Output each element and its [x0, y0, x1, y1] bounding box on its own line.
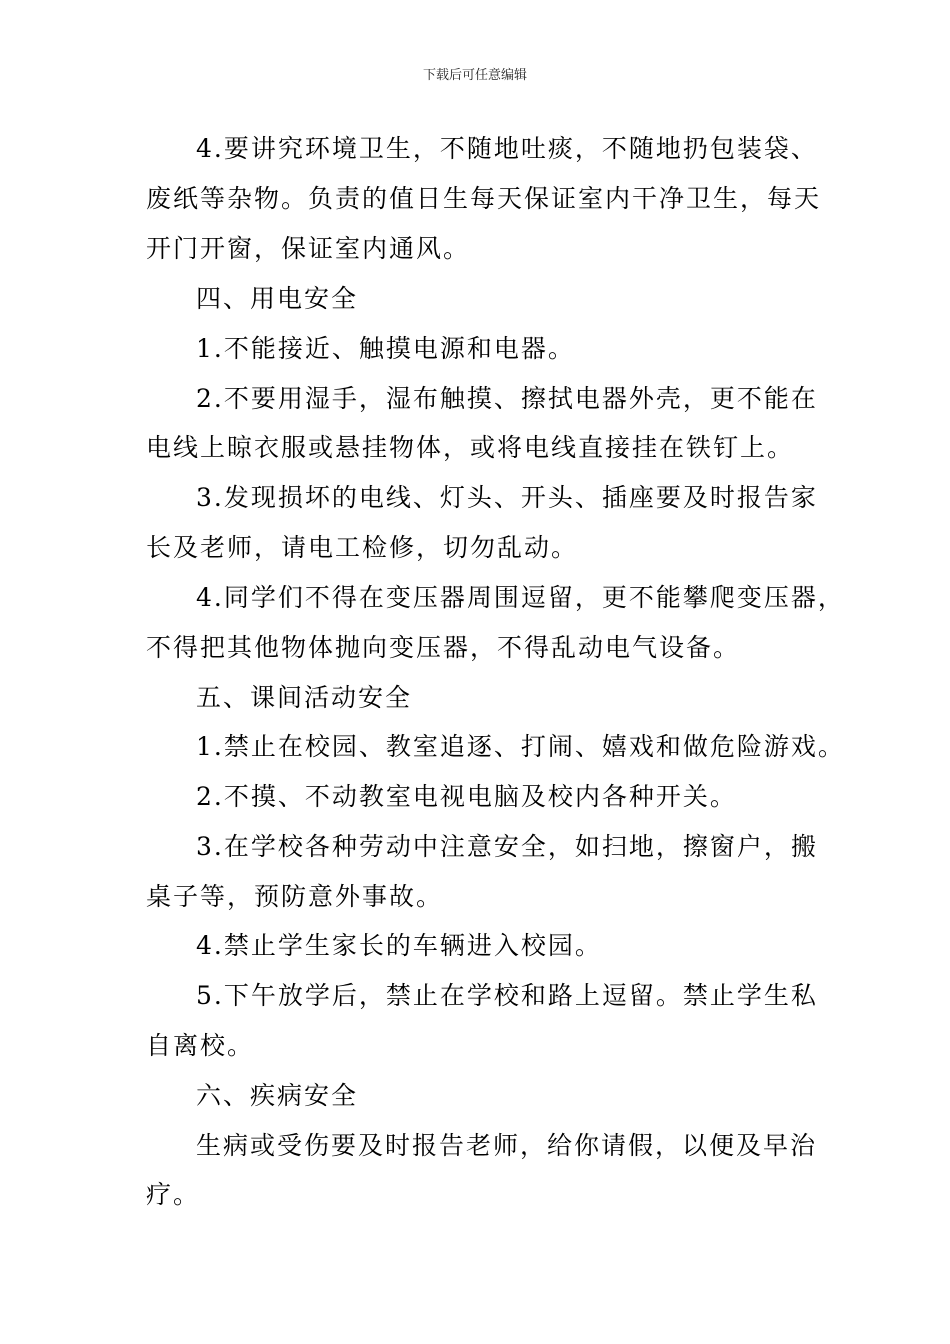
paragraph-line: 4.禁止学生家长的车辆进入校园。 [196, 931, 602, 960]
paragraph-line: 3.发现损坏的电线、灯头、开头、插座要及时报告家 [196, 483, 818, 512]
section-heading: 四、用电安全 [196, 284, 359, 313]
paragraph-line: 5.下午放学后，禁止在学校和路上逗留。禁止学生私 [196, 981, 818, 1010]
paragraph-line: 1.禁止在校园、教室追逐、打闹、嬉戏和做危险游戏。 [196, 732, 845, 761]
paragraph-line: 生病或受伤要及时报告老师，给你请假，以便及早治 [196, 1131, 818, 1160]
paragraph-line: 自离校。 [146, 1031, 255, 1060]
paragraph-line: 桌子等，预防意外事故。 [146, 882, 444, 911]
paragraph-line: 不得把其他物体抛向变压器，不得乱动电气设备。 [146, 633, 741, 662]
paragraph-line: 1.不能接近、触摸电源和电器。 [196, 334, 575, 363]
page-header: 下载后可任意编辑 [422, 68, 527, 83]
section-heading: 六、疾病安全 [196, 1081, 359, 1110]
paragraph-line: 废纸等杂物。负责的值日生每天保证室内干净卫生，每天 [146, 184, 822, 213]
paragraph-line: 长及老师，请电工检修，切勿乱动。 [146, 533, 579, 562]
paragraph-line: 4.要讲究环境卫生，不随地吐痰，不随地扔包装袋、 [196, 134, 818, 163]
paragraph-line: 2.不摸、不动教室电视电脑及校内各种开关。 [196, 782, 737, 811]
section-heading: 五、课间活动安全 [196, 683, 413, 712]
paragraph-line: 疗。 [146, 1180, 201, 1209]
paragraph-line: 2.不要用湿手，湿布触摸、擦拭电器外壳，更不能在 [196, 384, 818, 413]
paragraph-line: 开门开窗，保证室内通风。 [146, 234, 471, 263]
paragraph-line: 3.在学校各种劳动中注意安全，如扫地，擦窗户，搬 [196, 832, 818, 861]
paragraph-line: 4.同学们不得在变压器周围逗留，更不能攀爬变压器， [196, 583, 845, 612]
paragraph-line: 电线上晾衣服或悬挂物体，或将电线直接挂在铁钉上。 [146, 433, 795, 462]
